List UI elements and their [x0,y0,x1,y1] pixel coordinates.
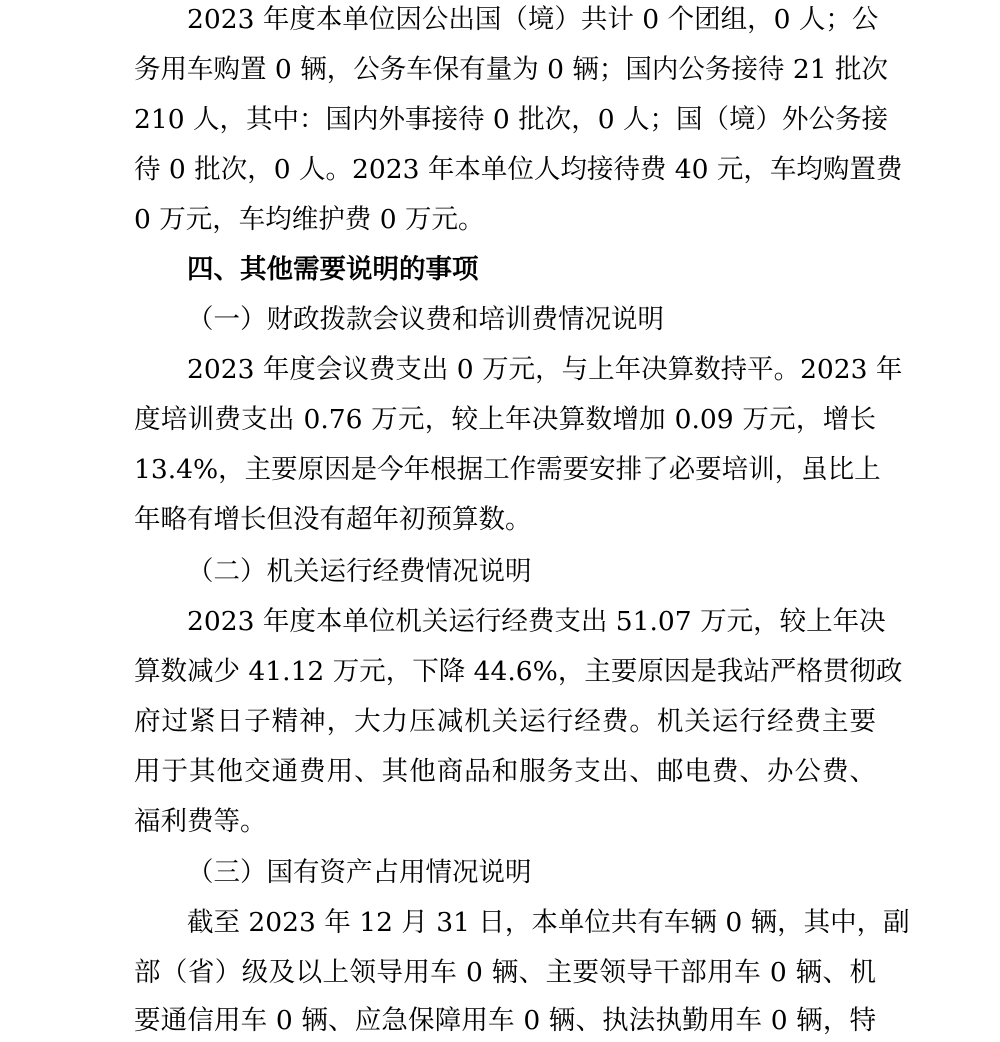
paragraph-line: 截至 2023 年 12 月 31 日，本单位共有车辆 0 辆，其中，副 [187,907,910,938]
subsection-heading: （一）财政拨款会议费和培训费情况说明 [187,304,664,335]
paragraph-line: 13.4%，主要原因是今年根据工作需要安排了必要培训，虽比上 [134,454,881,485]
paragraph-line: 务用车购置 0 辆，公务车保有量为 0 辆；国内公务接待 21 批次 [134,54,888,85]
paragraph-line: 福利费等。 [134,806,267,837]
paragraph-line: 0 万元，车均维护费 0 万元。 [134,204,485,235]
paragraph-line: 府过紧日子精神，大力压减机关运行经费。机关运行经费主要 [134,706,876,737]
paragraph-line: 部（省）级及以上领导用车 0 辆、主要领导干部用车 0 辆、机 [134,957,876,988]
paragraph-line: 要通信用车 0 辆、应急保障用车 0 辆、执法执勤用车 0 辆，特 [134,1005,876,1036]
subsection-heading: （三）国有资产占用情况说明 [187,857,532,888]
paragraph-line: 2023 年度本单位因公出国（境）共计 0 个团组，0 人；公 [187,4,879,35]
paragraph-line: 算数减少 41.12 万元，下降 44.6%，主要原因是我站严格贯彻政 [134,656,903,687]
paragraph-line: 用于其他交通费用、其他商品和服务支出、邮电费、办公费、 [134,756,876,787]
section-heading: 四、其他需要说明的事项 [187,254,479,285]
paragraph-line: 210 人，其中：国内外事接待 0 批次，0 人；国（境）外公务接 [134,104,888,135]
paragraph-line: 2023 年度会议费支出 0 万元，与上年决算数持平。2023 年 [187,354,903,385]
paragraph-line: 度培训费支出 0.76 万元，较上年决算数增加 0.09 万元，增长 [134,404,876,435]
subsection-heading: （二）机关运行经费情况说明 [187,556,532,587]
paragraph-line: 2023 年度本单位机关运行经费支出 51.07 万元，较上年决 [187,606,886,637]
paragraph-line: 待 0 批次，0 人。2023 年本单位人均接待费 40 元，车均购置费 [134,154,903,185]
paragraph-line: 年略有增长但没有超年初预算数。 [134,504,532,535]
